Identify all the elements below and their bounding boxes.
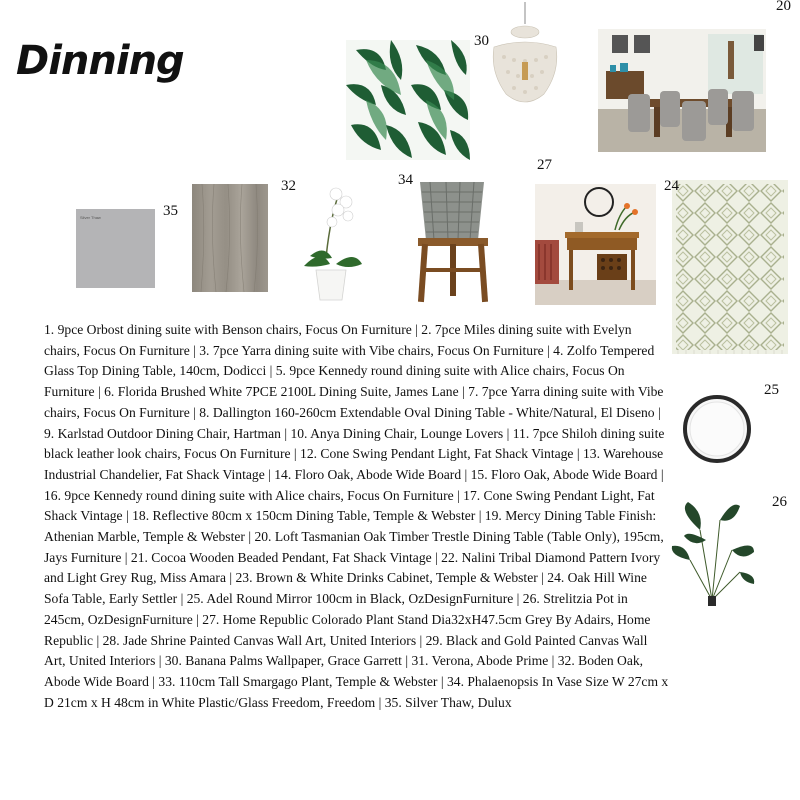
- board-title: Dinning: [16, 38, 184, 84]
- wine-sofa-table-photo: [535, 184, 656, 305]
- strelitzia-plant-image: [670, 500, 756, 608]
- item-number-32: 32: [281, 178, 296, 194]
- item-number-25: 25: [764, 382, 779, 398]
- orchid-plant-image: [296, 178, 366, 303]
- item-number-27: 27: [537, 157, 552, 173]
- item-number-26: 26: [772, 494, 787, 510]
- round-mirror-image: [682, 394, 752, 464]
- beaded-pendant-image: [484, 2, 566, 114]
- item-number-24: 24: [664, 178, 679, 194]
- diamond-pattern-rug-image: [672, 180, 788, 354]
- swatch-label: Silver Thaw: [80, 215, 101, 220]
- item-number-34: 34: [398, 172, 413, 188]
- dining-table-photo: [598, 29, 766, 152]
- banana-palms-wallpaper-image: [346, 40, 470, 160]
- item-number-35: 35: [163, 203, 178, 219]
- silver-thaw-swatch: [76, 209, 155, 288]
- item-number-30: 30: [474, 33, 489, 49]
- plant-stand-image: [410, 178, 496, 306]
- product-list-caption: 1. 9pce Orbost dining suite with Benson chairs, Focus On Furniture | 2. 7pce Miles dining suite with Evelyn chairs, Focus On Furniture | 3. 7pce Yarra dining suite with Vibe chairs, Focus On Furniture | 4. Zolfo Tempered Glass Top Dining Table, 140cm, Dodicci | 5. 9pce Kennedy round dining suite with Alice chairs, Focus On Furniture | 6. Florida Brushed White 7PCE 2100L Dining Suite, James Lane | 7. 7pce Yarra dining suite with Vibe chairs, Focus On Furniture | 8. Dallington 160-260cm Extendable Oval Dining Table - White/Natural, El Diseno | 9. Karlstad Outdoor Dining Chair, Hartman | 10. Anya Dining Chair, Lounge Lovers | 11. 7pce Shiloh dining suite black leather look chairs, Focus On Furniture | 12. Cone Swing Pendant Light, Fat Shack Vintage | 13. Warehouse Industrial Chandelier, Fat Shack Vintage | 14. Floro Oak, Abode Wide Board | 15. Floro Oak, Abode Wide Board | 16. 9pce Kennedy round dining suite with Alice chairs, Focus On Furniture | 17. Cone Swing Pendant Light, Fat Shack Vintage | 18. Reflective 80cm x 150cm Dining Table, Temple & Webster | 19. Mercy Dining Table Finish: Athenian Marble, Temple & Webster | 20. Loft Tasmanian Oak Timber Trestle Dining Table (Table Only), 195cm, Jays Furniture | 21. Cocoa Wooden Beaded Pendant, Fat Shack Vintage | 22. Nalini Tribal Diamond Pattern Ivory and Light Grey Rug, Miss Amara | 23. Brown & White Drinks Cabinet, Temple & Webster | 24. Oak Hill Wine Sofa Table, Early Settler | 25. Adel Round Mirror 100cm in Black, OzDesignFurniture | 26. Strelitzia Pot in 245cm, OzDesignFurniture | 27. Home Republic Colorado Plant Stand Dia32xH47.5cm Grey By Adairs, Home Republic | 28. Jade Shrine Painted Canvas Wall Art, United Interiors | 29. Black and Gold Painted Canvas Wall Art, United Interiors | 30. Banana Palms Wallpaper, Grace Garrett | 31. Verona, Abode Prime | 32. Boden Oak, Abode Wide Board | 33. 110cm Tall Smargago Plant, Temple & Webster | 34. Phalaenopsis In Vase Size W 27cm x D 21cm x H 48cm in White Plastic/Glass Freedom, Freedom | 35. Silver Thaw, Dulux: [44, 322, 669, 710]
- boden-oak-board-image: [192, 184, 268, 292]
- item-number-20: 20: [776, 0, 791, 14]
